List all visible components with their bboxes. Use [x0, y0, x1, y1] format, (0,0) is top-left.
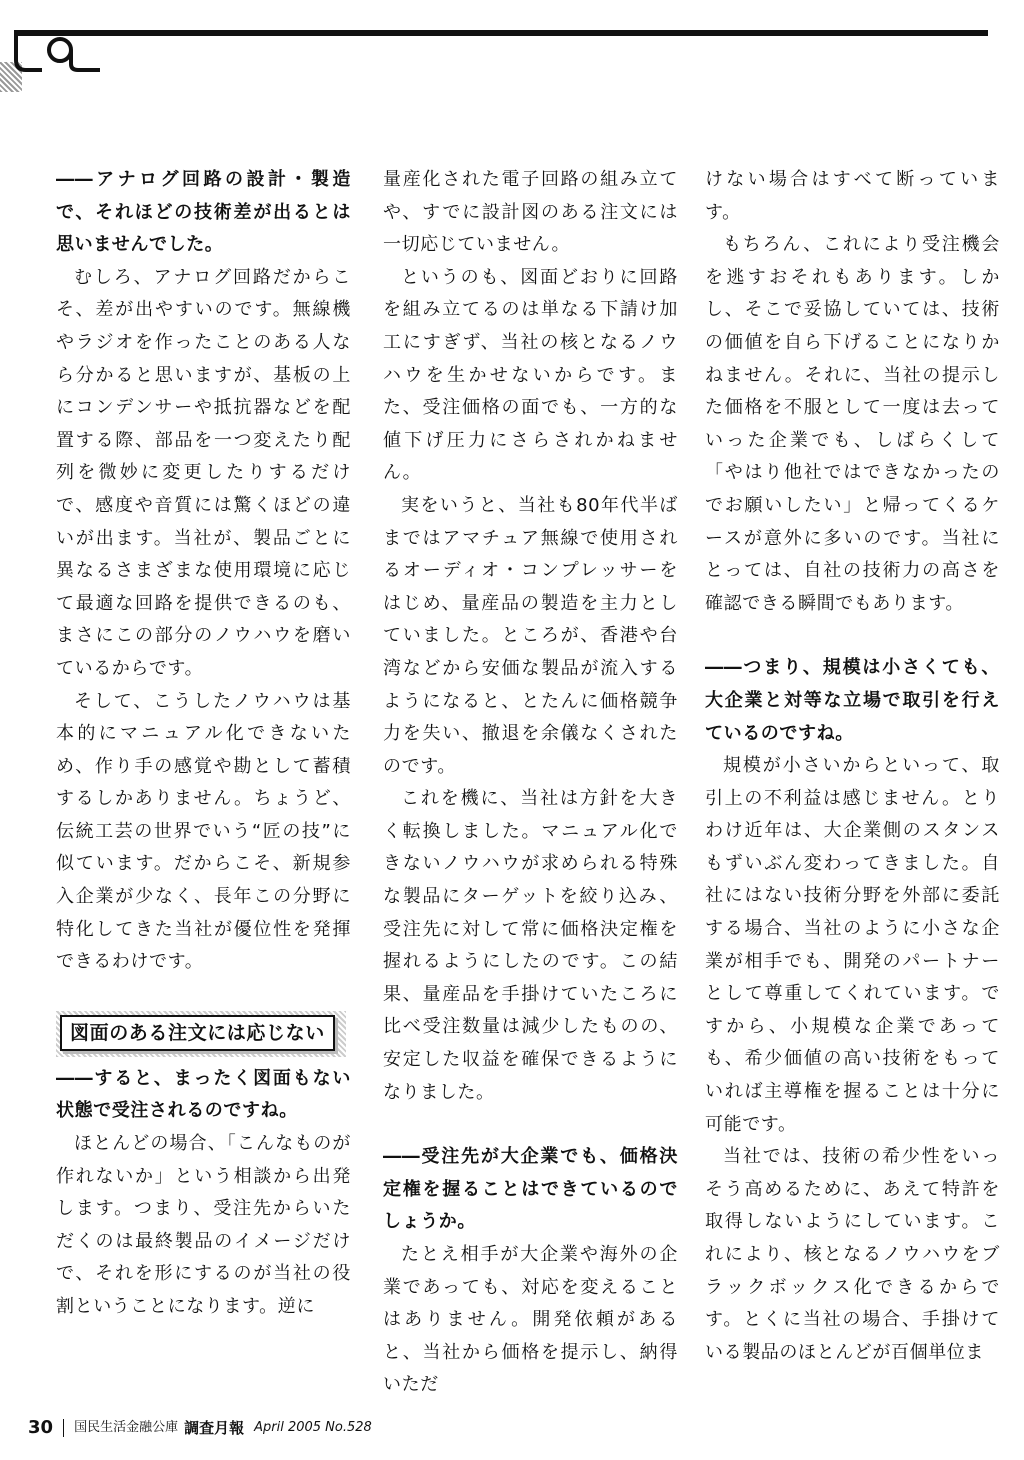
section-heading: 図面のある注文には応じない — [60, 1015, 335, 1051]
body-paragraph-continued: けない場合はすべて断っています。 — [705, 169, 1000, 223]
page-footer — [28, 1418, 372, 1438]
body-paragraph: というのも、図面どおりに回路を組み立てるのは単なる下請け加工にすぎず、当社の核となるノウハウを生かせないからです。また、受注価格の面でも、一方的な値下げ圧力にさらされかねません。 — [383, 266, 678, 484]
publisher-name: 国民生活金融公庫 — [74, 1420, 179, 1435]
column-1 — [56, 164, 351, 1324]
interview-question: ――つまり、規模は小さくても、大企業と対等な立場で取引を行えているのですね。 — [705, 657, 1000, 744]
magazine-title: 調査月報 — [184, 1419, 245, 1437]
body-paragraph: 当社では、技術の希少性をいっそう高めるために、あえて特許を取得しないようにしています。これにより、核となるノウハウをブラックボックス化できるからです。とくに当社の場合、手掛けている製品のほとんどが百個単位ま — [705, 1146, 1000, 1363]
top-rule — [14, 30, 988, 36]
body-paragraph: ほとんどの場合、「こんなものが作れないか」という相談から出発します。つまり、受注先からいただくのは最終製品のイメージだけで、それを形にするのが当社の役割ということになります。逆に — [56, 1133, 351, 1317]
interview-question: ――アナログ回路の設計・製造で、それほどの技術差が出るとは思いませんでした。 — [56, 169, 351, 256]
body-paragraph: もちろん、これにより受注機会を逃すおそれもあります。しかし、そこで妥協していては、技術の価値を自ら下げることになりかねません。それに、当社の提示した価格を不服として一度は去っていった企業でも、しばらくして「やはり他社ではできなかったのでお願いしたい」と帰ってくるケースが意外に多いのです。当社にとっては、自社の技術力の高さを確認できる瞬間でもあります。 — [705, 234, 1000, 614]
body-paragraph: これを機に、当社は方針を大きく転換しました。マニュアル化できないノウハウが求められる特殊な製品にターゲットを絞り込み、受注先に対して常に価格決定権を握れるようにしたのです。この結果、量産品を手掛けていたころに比べ受注数量は減少したものの、安定した収益を確保できるようになりました。 — [383, 788, 678, 1103]
body-paragraph-continued: 量産化された電子回路の組み立てや、すでに設計図のある注文には一切応じていません。 — [383, 169, 678, 256]
body-paragraph: 規模が小さいからといって、取引上の不利益は感じません。とりわけ近年は、大企業側のスタンスもずいぶん変わってきました。自社にはない技術分野を外部に委託する場合、当社のように小さな企業が相手でも、開発のパートナーとして尊重してくれています。ですから、小規模な企業であっても、希少価値の高い技術をもっていれば主導権を握ることは十分に可能です。 — [705, 755, 1000, 1135]
column-3 — [705, 164, 1000, 1369]
footer-divider — [63, 1419, 64, 1437]
column-2 — [383, 164, 678, 1402]
section-heading-box — [56, 1011, 346, 1057]
interview-question: ――すると、まったく図面もない状態で受注されるのですね。 — [56, 1067, 351, 1122]
body-paragraph: たとえ相手が大企業や海外の企業であっても、対応を変えることはありません。開発依頼があると、当社から価格を提示し、納得いただ — [383, 1244, 678, 1396]
body-paragraph: そして、こうしたノウハウは基本的にマニュアル化できないため、作り手の感覚や勘として蓄積するしかありません。ちょうど、伝統工芸の世界でいう“匠の技”に似ています。だからこそ、新規参入企業が少なく、長年この分野に特化してきた当社が優位性を発揮できるわけです。 — [56, 690, 351, 973]
swirl-logo-icon — [12, 30, 102, 76]
issue-info: April 2005 No.528 — [254, 1420, 372, 1435]
interview-question: ――受注先が大企業でも、価格決定権を握ることはできているのでしょうか。 — [383, 1146, 678, 1233]
body-paragraph: 実をいうと、当社も80年代半ばまではアマチュア無線で使用されるオーディオ・コンプレッサーをはじめ、量産品の製造を主力としていました。ところが、香港や台湾などから安価な製品が流入するようになると、とたんに価格競争力を失い、撤退を余儀なくされたのです。 — [383, 494, 678, 777]
body-paragraph: むしろ、アナログ回路だからこそ、差が出やすいのです。無線機やラジオを作ったことのある人なら分かると思いますが、基板の上にコンデンサーや抵抗器などを配置する際、部品を一つ変えたり配列を微妙に変更したりするだけで、感度や音質には驚くほどの違いが出ます。当社が、製品ごとに異なるさまざまな使用環境に応じて最適な回路を提供できるのも、まさにこの部分のノウハウを磨いているからです。 — [56, 266, 351, 679]
page-number: 30 — [28, 1417, 54, 1438]
